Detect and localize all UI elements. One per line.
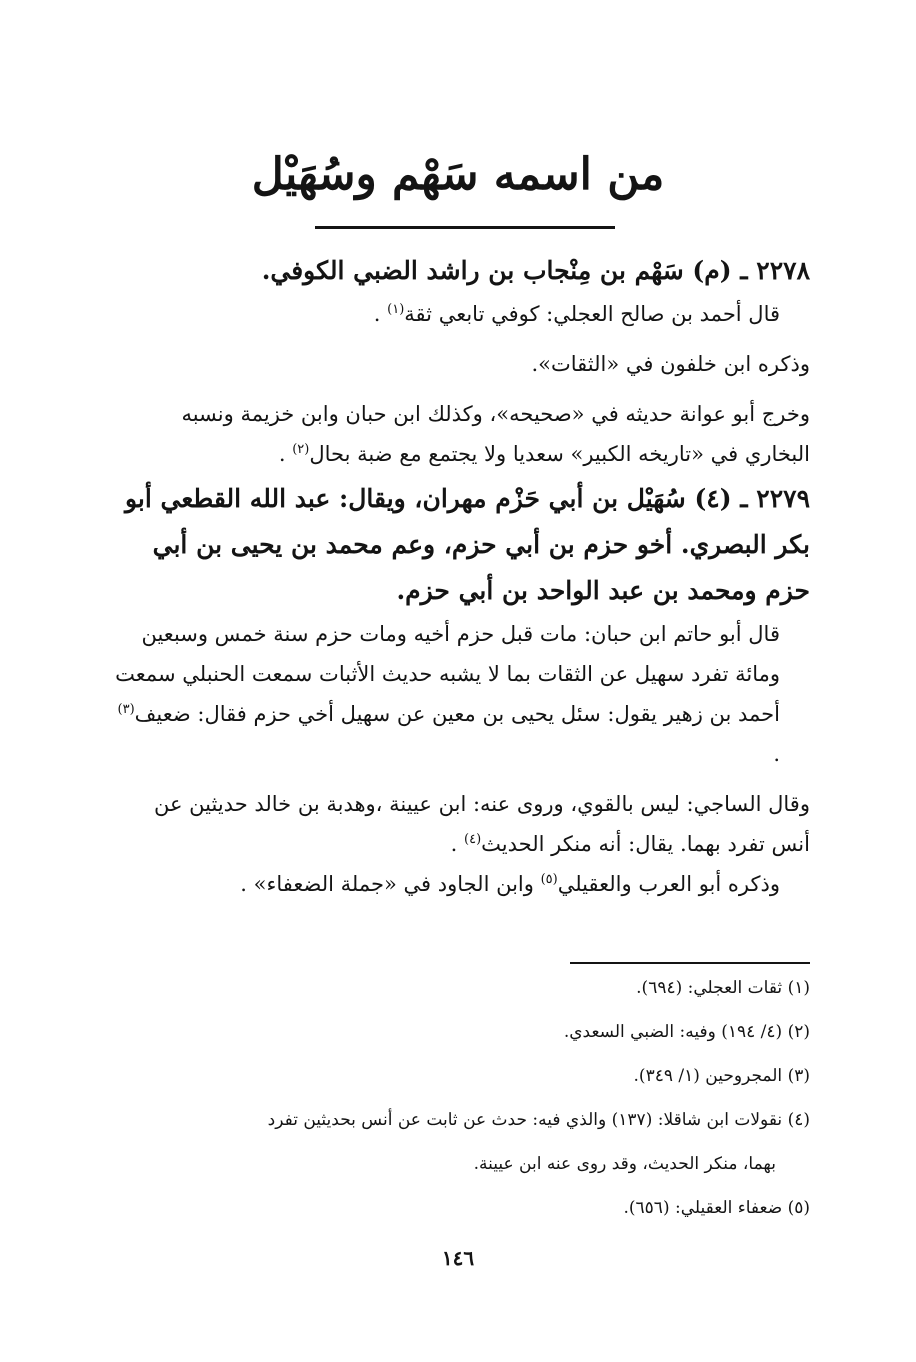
paragraph-ijli: قال أحمد بن صالح العجلي: كوفي تابعي ثقة$^{(١)}$ .: [373, 302, 780, 326]
footnotes: [112, 966, 810, 1230]
main-text: [112, 246, 810, 904]
entry-title-2278: ٢٢٧٨ ـ (م) سَهْم بن مِنْجاب بن راشد الضبي الكوفي.: [261, 256, 810, 285]
footnote-text: نقولات ابن شاقلا: (١٣٧) والذي فيه: حدث عن ثابت عن أنس بحديثين تفرد: [267, 1110, 783, 1130]
section-heading: من اسمه سَهْم وسُهَيْل: [251, 149, 665, 200]
footnote-2: [112, 1010, 810, 1054]
footnote-number: (٢): [787, 1022, 810, 1042]
paragraph-abu-al-arab: وذكره أبو العرب والعقيلي$^{(٥)}$ وابن الجاود في «جملة الضعفاء» .: [240, 872, 780, 896]
footnote-divider: [570, 962, 810, 964]
footnote-ref-4[interactable]: (٤): [464, 832, 482, 847]
footnote-4: [112, 1098, 810, 1186]
footnote-1: [112, 966, 810, 1010]
footnote-continuation: بهما، منكر الحديث، وقد روى عنه ابن عيينة.: [473, 1154, 776, 1174]
footnote-number: (١): [787, 978, 810, 998]
footnote-text: (٤/ ١٩٤) وفيه: الضبي السعدي.: [563, 1022, 783, 1042]
footnote-text: ضعفاء العقيلي: (٦٥٦).: [623, 1198, 783, 1218]
footnote-text: المجروحين (١/ ٣٤٩).: [633, 1066, 783, 1086]
footnote-ref-3[interactable]: (٣): [117, 702, 135, 717]
paragraph-abu-awana: وخرج أبو عوانة حديثه في «صحيحه»، وكذلك ابن حبان وابن خزيمة ونسبه البخاري في «تاريخه الكبير» سعديا ولا يجتمع مع ضبة بحال$^{(٢)}$ .: [181, 402, 810, 466]
entry-title-2279: ٢٢٧٩ ـ (٤) سُهَيْل بن أبي حَزْم مهران، ويقال: عبد الله القطعي أبو بكر البصري. أخو حزم بن أبي حزم، وعم محمد بن يحيى بن أبي حزم ومحمد بن عبد الواحد بن أبي حزم.: [124, 484, 810, 605]
footnote-5: [112, 1186, 810, 1230]
paragraph-ibn-khalfun: وذكره ابن خلفون في «الثقات».: [531, 352, 810, 376]
paragraph-saji: وقال الساجي: ليس بالقوي، وروى عنه: ابن عيينة ،وهدبة بن خالد حديثين عن أنس تفرد بهما. يقال: أنه منكر الحديث$^{(٤)}$ .: [153, 792, 810, 856]
footnote-number: (٤): [787, 1110, 810, 1130]
page-number: ١٤٦: [441, 1246, 475, 1270]
footnote-number: (٥): [787, 1198, 810, 1218]
footnote-number: (٣): [787, 1066, 810, 1086]
footnote-ref-1[interactable]: (١): [387, 302, 405, 317]
footnote-3: [112, 1054, 810, 1098]
footnote-text: ثقات العجلي: (٦٩٤).: [636, 978, 783, 998]
heading-divider: [315, 226, 615, 229]
footnote-ref-2[interactable]: (٢): [292, 442, 310, 457]
paragraph-ibn-hibban: قال أبو حاتم ابن حبان: مات قبل حزم أخيه ومات حزم سنة خمس وسبعين ومائة تفرد سهيل عن الثقات بما لا يشبه حديث الأثبات سمعت الحنبلي سمعت أحمد بن زهير يقول: سئل يحيى بن معين عن سهيل أخي حزم فقال: ضعيف$^{(٣)}$ .: [115, 622, 780, 766]
footnote-ref-5[interactable]: (٥): [540, 872, 558, 887]
